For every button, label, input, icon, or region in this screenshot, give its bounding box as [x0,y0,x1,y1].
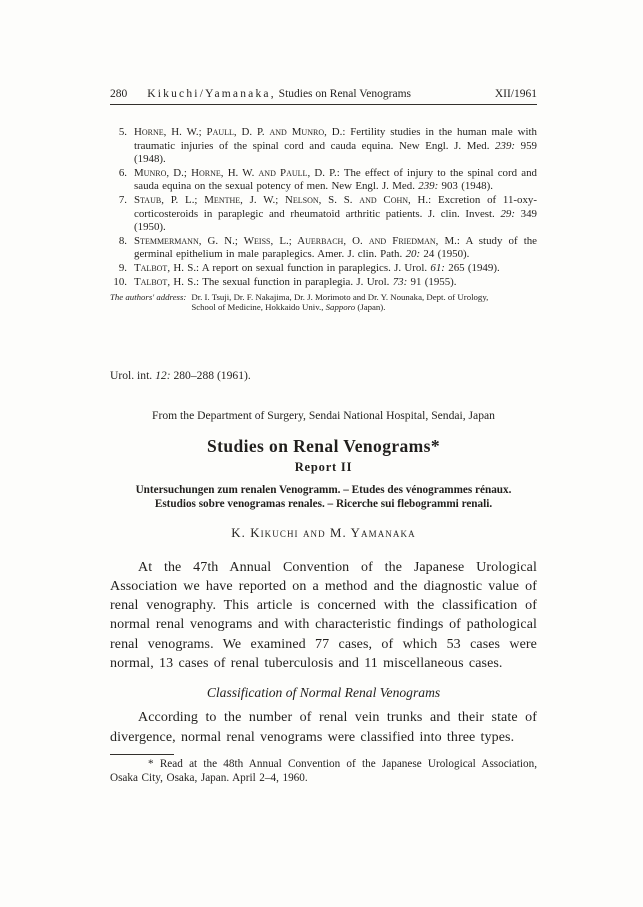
address-city: Sapporo [325,302,356,313]
header-rule [110,104,537,105]
reference-item [110,276,537,290]
citation-volume: 12: [155,369,171,383]
reference-tail: 24 (1950). [420,248,470,261]
reference-list [110,126,537,289]
reference-number: 7. [118,193,127,206]
running-head [110,88,537,100]
reference-tail: 903 (1948). [438,180,493,193]
reference-volume: 239: [418,180,439,193]
reference-volume: 239: [495,139,516,152]
reference-authors: Talbot, H. S.: [134,275,200,288]
reference-number: 8. [118,234,127,247]
reference-tail: 959 (1948). [134,139,537,166]
reference-tail: 265 (1949). [444,261,500,274]
reference-text: A study of the germinal epithelium in male paraplegics. Amer. J. clin. Path. [134,234,537,261]
section-heading: Classification of Normal Renal Venograms [206,685,441,701]
reference-volume: 20: [405,248,421,261]
reference-item [110,126,537,167]
reference-authors: Horne, H. W.; Paull, D. P. and Munro, D.: [134,126,346,138]
footnote-rule [110,754,174,755]
reference-number: 5. [118,126,127,138]
footnote-text: * Read at the 48th Annual Convention of the Japanese Urological Association, Osaka City, Osaka, Japan. April 2–4, 1960. [110,757,537,785]
running-title [147,88,483,100]
citation-journal: Urol. int. [110,369,156,383]
reference-volume: 61: [430,261,445,274]
reference-text: A report on sexual function in paraplegics. J. Urol. [199,261,431,274]
reference-text: Excretion of 11-oxy-corticosteroids in paraplegic and rheumatoid arthritic patients. J. clin. Invest. [134,193,537,220]
reference-item [110,194,537,235]
reference-volume: 29: [500,207,515,220]
reference-authors: Talbot, H. S.: [134,261,200,274]
reference-tail: 91 (1955). [407,275,457,288]
reference-item [110,167,537,194]
address-text [191,292,537,312]
address-line2-pre: School of Medicine, Hokkaido Univ., [191,302,326,313]
affiliation-line: From the Department of Surgery, Sendai National Hospital, Sendai, Japan [152,409,495,423]
running-head-authors: Kikuchi/Yamanaka, [147,88,276,100]
reference-number: 6. [118,166,127,179]
reference-text: The effect of injury to the spinal cord and sauda equina on the sexual potency of men. New Engl. J. Med. [134,166,537,193]
paragraph-classification: According to the number of renal vein trunks and their state of divergence, normal renal venograms were classified into three types. [110,710,537,745]
reference-text: Fertility studies in the human male with traumatic injuries of the spinal cord and cauda equina. New Engl. J. Med. [134,126,537,152]
reference-tail: 349 (1950). [134,207,537,234]
paragraph-intro: At the 47th Annual Convention of the Japanese Urological Association we have reported on a method and the diagnostic value of renal venography. This article is concerned with the classification of normal renal venograms and with characteristic findings of pathological renal venograms. We examined 77 cases, of which 53 cases were normal, 13 cases of renal tuberculosis and 11 miscellaneous cases. [110,559,537,672]
page-number: 280 [110,88,128,100]
reference-text: The sexual function in paraplegia. J. Urol. [199,275,393,288]
address-line1: Dr. I. Tsuji, Dr. F. Nakajima, Dr. J. Morimoto and Dr. Y. Nounaka, Dept. of Urology, [191,292,489,303]
reference-item [110,262,537,276]
reference-authors: Stemmermann, G. N.; Weiss, L.; Auerbach, O. and Friedman, M.: [134,234,460,247]
journal-citation [110,369,537,382]
page-content [110,0,537,786]
address-line2-post: (Japan). [355,302,386,313]
reference-authors: Munro, D.; Horne, H. W. and Paull, D. P.: [134,166,340,179]
running-head-title: Studies on Renal Venograms [278,88,412,100]
reference-volume: 73: [392,275,408,288]
reference-number: 9. [118,261,127,274]
reference-authors: Staub, P. L.; Menthe, J. W.; Nelson, S. S. and Cohn, H.: [134,193,432,206]
citation-pages: 280–288 (1961). [170,369,251,383]
report-subtitle: Report II [294,460,353,475]
address-label: The authors' address: [110,292,187,303]
address-line2 [191,302,385,312]
translated-title-spanish-italian: Estudios sobre venogramas renales. – Ricerche sui flebogrammi renali. [154,498,493,511]
article-authors: K. Kikuchi and M. Yamanaka [231,525,416,540]
article-title: Studies on Renal Venograms* [207,436,440,457]
reference-item [110,235,537,262]
translated-title-german-french: Untersuchungen zum renalen Venogramm. – Etudes des vénogrammes rénaux. [135,484,512,497]
reference-number: 10. [113,275,127,288]
translated-titles [110,483,537,511]
issue-label: XII/1961 [494,88,537,100]
authors-address [110,292,537,312]
